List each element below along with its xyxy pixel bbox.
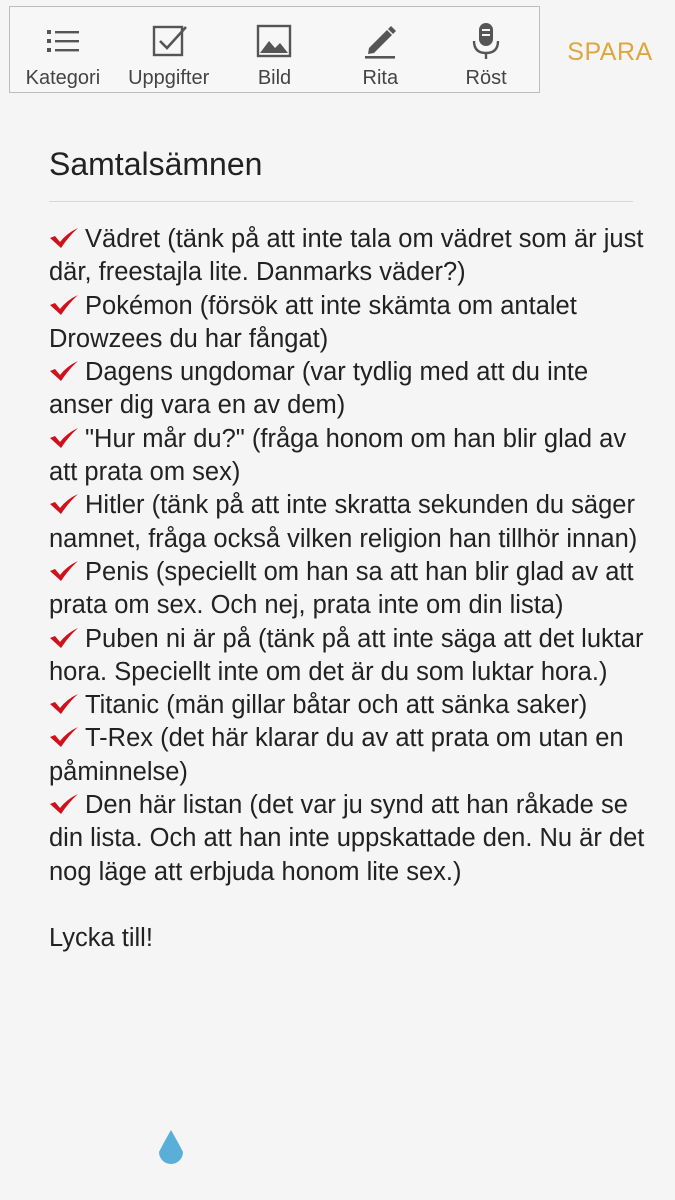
- list-item-text: Penis (speciellt om han sa att han blir glad av att prata om sex. Och nej, prata inte om din lista): [49, 557, 634, 620]
- tool-bild-button[interactable]: [222, 7, 328, 92]
- tool-uppgifter-button[interactable]: [116, 7, 222, 92]
- tool-kategori-button[interactable]: [10, 7, 116, 92]
- microphone-icon: [466, 21, 506, 61]
- tool-label: Uppgifter: [128, 67, 210, 89]
- blank-line: [49, 889, 649, 922]
- list-item: [49, 423, 649, 490]
- checkbox-icon: [149, 21, 189, 61]
- tool-label: Bild: [257, 67, 292, 89]
- list-item: [49, 489, 649, 556]
- pencil-icon: [360, 21, 400, 61]
- list-item-text: T-Rex (det här klarar du av att prata om utan en påminnelse): [49, 724, 624, 786]
- checkmark-icon: [49, 227, 79, 249]
- list-item-text: Titanic (män gillar båtar och att sänka saker): [85, 691, 588, 720]
- tool-label: Kategori: [25, 67, 101, 89]
- closing-text: Lycka till!: [49, 924, 153, 953]
- save-button[interactable]: SPARA: [567, 38, 653, 66]
- checkmark-icon: [49, 360, 79, 382]
- tool-label: Rita: [362, 67, 399, 89]
- checkmark-icon: [49, 560, 79, 582]
- checkmark-icon: [49, 627, 79, 649]
- image-icon: [254, 21, 294, 61]
- list-item-text: Den här listan (det var ju synd att han råkade se din lista. Och att han inte uppskattade den. Nu är det nog läge att erbjuda honom lite sex.): [49, 791, 645, 886]
- title-divider: [49, 201, 633, 202]
- list-item: [49, 356, 649, 423]
- tool-rita-button[interactable]: [327, 7, 433, 92]
- list-item-text: Dagens ungdomar (var tydlig med att du inte anser dig vara en av dem): [49, 358, 589, 420]
- list-item-text: "Hur mår du?" (fråga honom om han blir glad av att prata om sex): [49, 424, 627, 487]
- list-item-text: Hitler (tänk på att inte skratta sekunden du säger namnet, fråga också vilken religion han tillhör innan): [49, 491, 638, 553]
- list-item: [49, 290, 649, 357]
- list-item: [49, 556, 649, 623]
- note-toolbar: [9, 6, 540, 93]
- list-item-text: Vädret (tänk på att inte tala om vädret som är just där, freestajla lite. Danmarks väder?): [49, 225, 644, 287]
- list-item: [49, 722, 649, 789]
- checkmark-icon: [49, 793, 79, 815]
- checkmark-icon: [49, 427, 79, 449]
- list-item: [49, 223, 649, 290]
- checkmark-icon: [49, 493, 79, 515]
- list-item: [49, 689, 649, 722]
- list-item: [49, 623, 649, 690]
- tool-label: Röst: [465, 67, 507, 89]
- list-item: [49, 789, 649, 889]
- checkmark-icon: [49, 294, 79, 316]
- note-body[interactable]: [49, 223, 649, 956]
- list-item-text: Puben ni är på (tänk på att inte säga att det luktar hora. Speciellt inte om det är du som luktar hora.): [49, 624, 644, 686]
- note-title[interactable]: Samtalsämnen: [49, 146, 263, 182]
- text-cursor-handle-icon[interactable]: [155, 1128, 187, 1172]
- tool-rost-button[interactable]: [433, 7, 539, 92]
- checkmark-icon: [49, 693, 79, 715]
- list-icon: [43, 21, 83, 61]
- checkmark-icon: [49, 726, 79, 748]
- list-item-text: Pokémon (försök att inte skämta om antalet Drowzees du har fångat): [49, 291, 577, 353]
